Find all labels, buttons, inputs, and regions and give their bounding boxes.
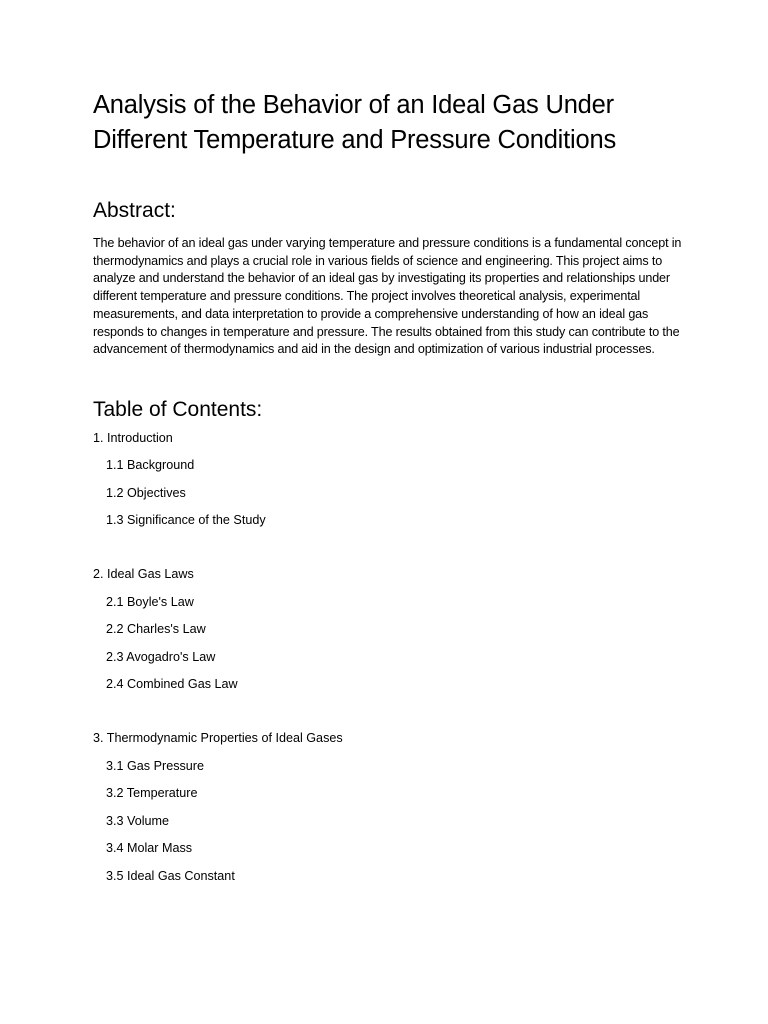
- toc-item: 3.1 Gas Pressure: [106, 758, 204, 773]
- toc-item: 2.1 Boyle's Law: [106, 594, 194, 609]
- toc-item: 2.3 Avogadro's Law: [106, 649, 216, 664]
- toc-item: 3.5 Ideal Gas Constant: [106, 868, 235, 883]
- abstract-body: The behavior of an ideal gas under varying temperature and pressure conditions is a fundamental concept in thermodynamics and plays a crucial role in various fields of science and engineering. This project aims to analyze and understand the behavior of an ideal gas by investigating its properties and relationships under different temperature and pressure conditions. The project involves theoretical analysis, experimental measurements, and data interpretation to provide a comprehensive understanding of how an ideal gas responds to changes in temperature and pressure. The results obtained from this study can contribute to the advancement of thermodynamics and aid in the design and optimization of various industrial processes.: [93, 236, 682, 357]
- table-of-contents: [93, 430, 683, 896]
- abstract-heading: Abstract:: [93, 199, 176, 222]
- toc-item: 1. Introduction: [93, 430, 173, 445]
- toc-item: 1.1 Background: [106, 458, 195, 473]
- toc-item: 3.4 Molar Mass: [106, 841, 193, 856]
- document-page: [93, 88, 683, 895]
- toc-item: 2. Ideal Gas Laws: [93, 567, 194, 582]
- toc-heading: Table of Contents:: [93, 397, 263, 421]
- document-title: Analysis of the Behavior of an Ideal Gas Under Different Temperature and Pressure Conditions: [93, 91, 617, 154]
- toc-item: 3.3 Volume: [106, 813, 170, 828]
- toc-item: 1.3 Significance of the Study: [106, 513, 266, 528]
- toc-item: 2.2 Charles's Law: [106, 622, 206, 637]
- toc-item: 3. Thermodynamic Properties of Ideal Gases: [93, 731, 343, 746]
- toc-item: 2.4 Combined Gas Law: [106, 677, 238, 692]
- toc-item: 1.2 Objectives: [106, 485, 186, 500]
- toc-item: 3.2 Temperature: [106, 786, 198, 801]
